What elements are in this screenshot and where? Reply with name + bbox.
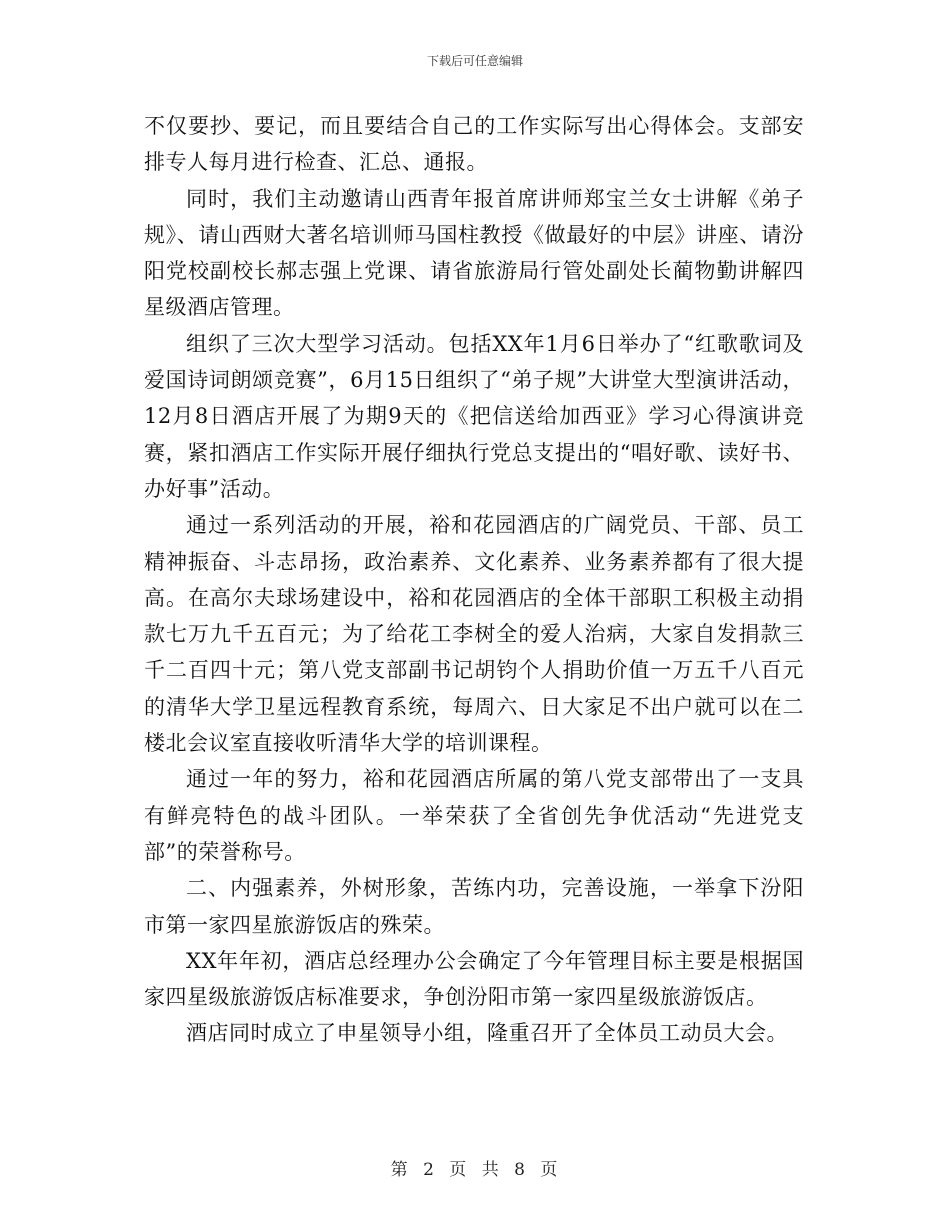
paragraph-7: XX年年初，酒店总经理办公会确定了今年管理目标主要是根据国家四星级旅游饭店标准要求，争创汾阳市第一家四星级旅游饭店。 bbox=[144, 948, 804, 1010]
paragraph-2: 同时，我们主动邀请山西青年报首席讲师郑宝兰女士讲解《弟子规》、请山西财大著名培训师马国柱教授《做最好的中层》讲座、请汾阳党校副校长郝志强上党课、请省旅游局行管处副处长蔺物勤讲解四星级酒店管理。 bbox=[144, 186, 804, 320]
paragraph-4: 通过一系列活动的开展，裕和花园酒店的广阔党员、干部、员工精神振奋、斗志昂扬，政治素养、文化素养、业务素养都有了很大提高。在高尔夫球场建设中，裕和花园酒店的全体干部职工积极主动捐款七万九千五百元；为了给花工李树全的爱人治病，大家自发捐款三千二百四十元；第八党支部副书记胡钧个人捐助价值一万五千八百元的清华大学卫星远程教育系统，每周六、日大家足不出户就可以在二楼北会议室直接收听清华大学的培训课程。 bbox=[144, 513, 804, 756]
paragraph-6: 二、内强素养，外树形象，苦练内功，完善设施，一举拿下汾阳市第一家四星旅游饭店的殊荣。 bbox=[144, 876, 804, 937]
document-body bbox=[144, 108, 804, 1052]
page-footer: 第 2 页 共 8 页 bbox=[390, 1160, 560, 1180]
paragraph-1: 不仅要抄、要记，而且要结合自己的工作实际写出心得体会。支部安排专人每月进行检查、汇总、通报。 bbox=[144, 114, 804, 175]
paragraph-5: 通过一年的努力，裕和花园酒店所属的第八党支部带出了一支具有鲜亮特色的战斗团队。一举荣获了全省创先争优活动“先进党支部”的荣誉称号。 bbox=[144, 767, 804, 864]
paragraph-8: 酒店同时成立了申星领导小组，隆重召开了全体员工动员大会。 bbox=[186, 1021, 788, 1046]
paragraph-3: 组织了三次大型学习活动。包括XX年1月6日举办了“红歌歌词及爱国诗词朗颂竞赛”，6月15日组织了“弟子规”大讲堂大型演讲活动，12月8日酒店开展了为期9天的《把信送给加西亚》学习心得演讲竞赛，紧扣酒店工作实际开展仔细执行党总支提出的“唱好歌、读好书、办好事”活动。 bbox=[144, 331, 804, 501]
page-header: 下载后可任意编辑 bbox=[426, 54, 523, 68]
